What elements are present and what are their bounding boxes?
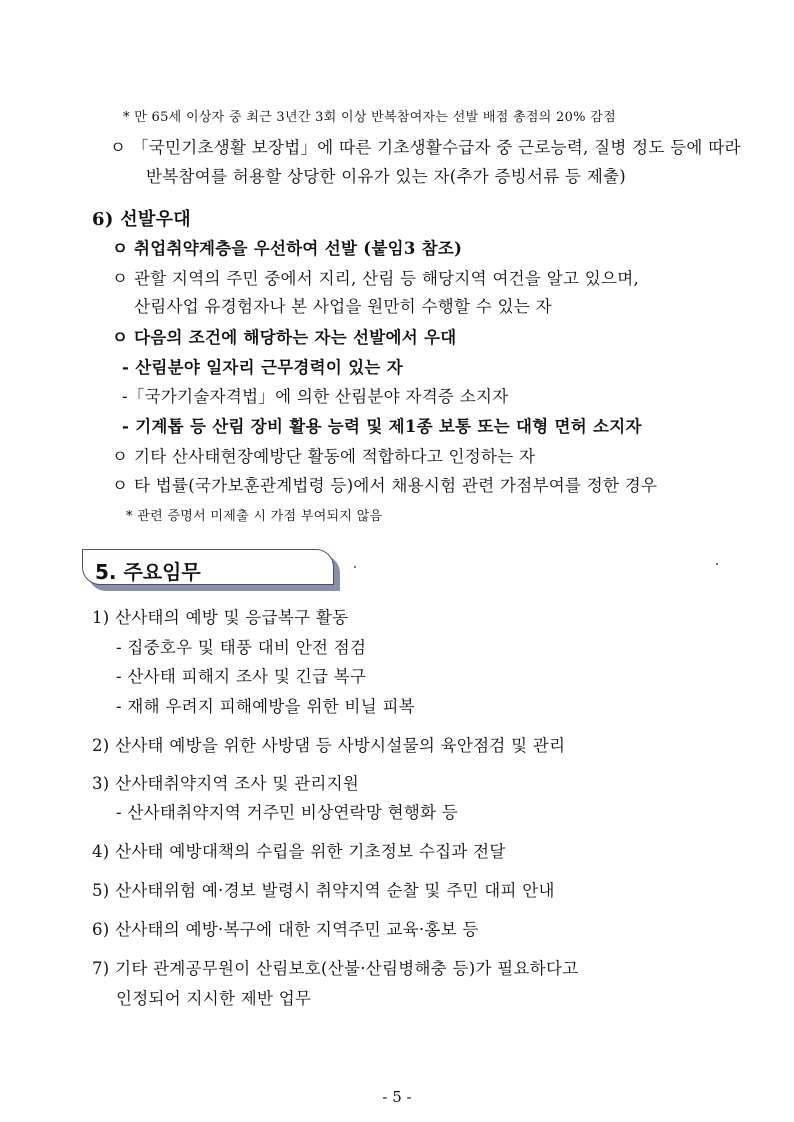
pref-item-local-resident-cont: 산림사업 유경험자나 본 사업을 원만히 수행할 수 있는 자 xyxy=(134,297,552,316)
pref-sub-certificate: -「국가기술자격법」에 의한 산림분야 자격증 소지자 xyxy=(122,387,509,406)
section-tab-main-duties xyxy=(82,549,340,591)
bullet-circle-icon: ㅇ xyxy=(112,447,129,466)
section-heading-preference: 6) 선발우대 xyxy=(92,209,191,230)
duty-1-sub-inspection: - 집중호우 및 태풍 대비 안전 점검 xyxy=(116,638,367,657)
duty-4: 4) 산사태 예방대책의 수립을 위한 기초정보 수집과 전달 xyxy=(92,842,506,861)
duty-3: 3) 산사태취약지역 조사 및 관리지원 xyxy=(92,774,360,793)
bullet-circle-icon: ㅇ xyxy=(112,239,129,258)
scan-dot xyxy=(716,563,718,565)
duty-1-sub-survey: - 산사태 피해지 조사 및 긴급 복구 xyxy=(116,667,367,686)
note-certificate-missing: * 관련 증명서 미제출 시 가점 부여되지 않음 xyxy=(126,509,383,524)
duty-1: 1) 산사태의 예방 및 응급복구 활동 xyxy=(92,608,349,627)
bullet-basic-livelihood: ㅇ 「국민기초생활 보장법」에 따른 기초생활수급자 중 근로능력, 질병 정도 등에 따라 xyxy=(110,134,741,158)
pref-item-suitable: ㅇ 기타 산사태현장예방단 활동에 적합하다고 인정하는 자 xyxy=(112,443,535,467)
duty-1-sub-vinyl: - 재해 우려지 피해예방을 위한 비닐 피복 xyxy=(116,697,415,716)
pref-sub-chainsaw-license: - 기계톱 등 산림 장비 활용 능력 및 제1종 보통 또는 대형 면허 소지자 xyxy=(122,417,642,436)
tab-box xyxy=(82,549,334,585)
duty-5: 5) 산사태위험 예·경보 발령시 취약지역 순찰 및 주민 대피 안내 xyxy=(92,881,555,900)
scan-dot xyxy=(354,566,356,568)
bullet-circle-icon: ㅇ xyxy=(112,476,129,495)
duty-6: 6) 산사태의 예방·복구에 대한 지역주민 교육·홍보 등 xyxy=(92,920,479,939)
bullet-circle-icon: ㅇ xyxy=(112,269,129,288)
duty-3-sub-contact: - 산사태취약지역 거주민 비상연락망 현행화 등 xyxy=(116,803,459,822)
pref-item-other-laws: ㅇ 타 법률(국가보훈관계법령 등)에서 채용시험 관련 가점부여를 정한 경우 xyxy=(112,472,657,496)
bullet-basic-livelihood-cont: 반복참여를 허용할 상당한 이유가 있는 자(추가 증빙서류 등 제출) xyxy=(146,167,627,186)
pref-item-local-resident: ㅇ 관할 지역의 주민 중에서 지리, 산림 등 해당지역 여건을 알고 있으며, xyxy=(112,265,639,289)
bullet-circle-icon: ㅇ xyxy=(112,328,129,347)
duty-7: 7) 기타 관계공무원이 산림보호(산불·산림병해충 등)가 필요하다고 xyxy=(92,959,579,978)
note-age-penalty: * 만 65세 이상자 중 최근 3년간 3회 이상 반복참여자는 선발 배점 총점의 20% 감점 xyxy=(123,110,616,125)
page-number: - 5 - xyxy=(382,1088,412,1106)
duty-7-cont: 인정되어 지시한 제반 업무 xyxy=(116,989,312,1008)
bullet-circle-icon: ㅇ xyxy=(110,138,127,157)
section-title-main-duties: 5. 주요임무 xyxy=(95,560,201,584)
pref-item-vulnerable: ㅇ 취업취약계층을 우선하여 선발 (붙임3 참조) xyxy=(112,235,462,259)
pref-sub-forestry-career: - 산림분야 일자리 근무경력이 있는 자 xyxy=(122,358,403,377)
pref-item-conditions: ㅇ 다음의 조건에 해당하는 자는 선발에서 우대 xyxy=(112,324,457,348)
duty-2: 2) 산사태 예방을 위한 사방댐 등 사방시설물의 육안점검 및 관리 xyxy=(92,736,566,755)
